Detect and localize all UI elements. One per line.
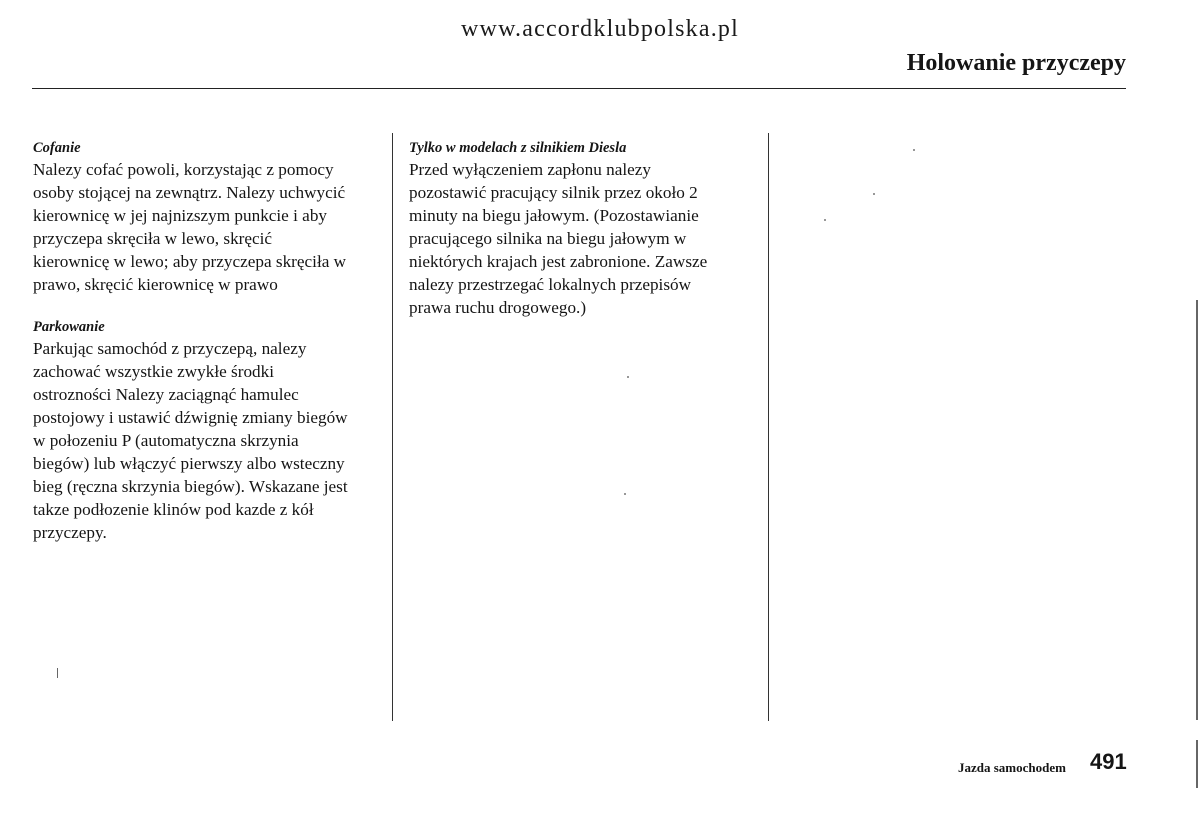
- parkowanie-heading: Parkowanie: [33, 319, 105, 335]
- diesel-paragraph: [409, 158, 759, 319]
- scan-edge-mark: [1196, 300, 1198, 720]
- text-line: pracującego silnika na biegu jałowym w: [409, 229, 687, 248]
- column-divider-right: [768, 133, 769, 721]
- footer-section-name: Jazda samochodem: [958, 760, 1066, 775]
- column-divider-left: [392, 133, 393, 721]
- text-line: pozostawić pracujący silnik przez około 2: [409, 183, 698, 202]
- text-line: minuty na biegu jałowym. (Pozostawianie: [409, 206, 699, 225]
- diesel-heading: Tylko w modelach z silnikiem Diesla: [409, 140, 627, 156]
- section-title: Holowanie przyczepy: [906, 50, 1126, 76]
- scan-speck: [627, 376, 629, 378]
- text-line: nalezy przestrzegać lokalnych przepisów: [409, 275, 692, 294]
- text-line: takze podłozenie klinów pod kazde z kół: [33, 500, 314, 519]
- text-line: kierownicę w jej najnizszym punkcie i aby: [33, 206, 328, 225]
- text-line: zachować wszystkie zwykłe środki: [33, 362, 275, 381]
- cofanie-paragraph: [33, 158, 383, 296]
- text-line: ostrozności Nalezy zaciągnąć hamulec: [33, 385, 299, 404]
- text-line: kierownicę w lewo; aby przyczepa skręciła w: [33, 252, 347, 271]
- scan-edge-mark: [1196, 740, 1198, 788]
- page-number: 491: [1090, 749, 1127, 774]
- middle-column: [409, 139, 759, 319]
- scan-speck: [624, 493, 626, 495]
- left-column: [33, 139, 383, 544]
- text-line: osoby stojącej na zewnątrz. Nalezy uchwycić: [33, 183, 346, 202]
- text-line: prawa ruchu drogowego.): [409, 298, 587, 317]
- scan-speck: [913, 149, 915, 151]
- cofanie-heading: Cofanie: [33, 140, 81, 156]
- text-line: niektórych krajach jest zabronione. Zawsze: [409, 252, 708, 271]
- text-line: Przed wyłączeniem zapłonu nalezy: [409, 160, 651, 179]
- header-rule: [32, 88, 1126, 89]
- scan-speck: [824, 219, 826, 221]
- parkowanie-paragraph: [33, 337, 383, 544]
- section-gap: [33, 296, 383, 318]
- text-line: postojowy i ustawić dźwignię zmiany biegów: [33, 408, 348, 427]
- text-line: przyczepa skręciła w lewo, skręcić: [33, 229, 273, 248]
- text-line: Nalezy cofać powoli, korzystając z pomocy: [33, 160, 334, 179]
- text-line: prawo, skręcić kierownicę w prawo: [33, 275, 278, 294]
- text-line: bieg (ręczna skrzynia biegów). Wskazane jest: [33, 477, 348, 496]
- site-url[interactable]: www.accordklubpolska.pl: [461, 16, 739, 42]
- text-line: przyczepy.: [33, 523, 107, 542]
- text-line: biegów) lub włączyć pierwszy albo wsteczny: [33, 454, 345, 473]
- text-line: w połozeniu P (automatyczna skrzynia: [33, 431, 299, 450]
- text-line: Parkując samochód z przyczepą, nalezy: [33, 339, 307, 358]
- scan-edge-mark: [57, 668, 58, 678]
- scan-speck: [873, 193, 875, 195]
